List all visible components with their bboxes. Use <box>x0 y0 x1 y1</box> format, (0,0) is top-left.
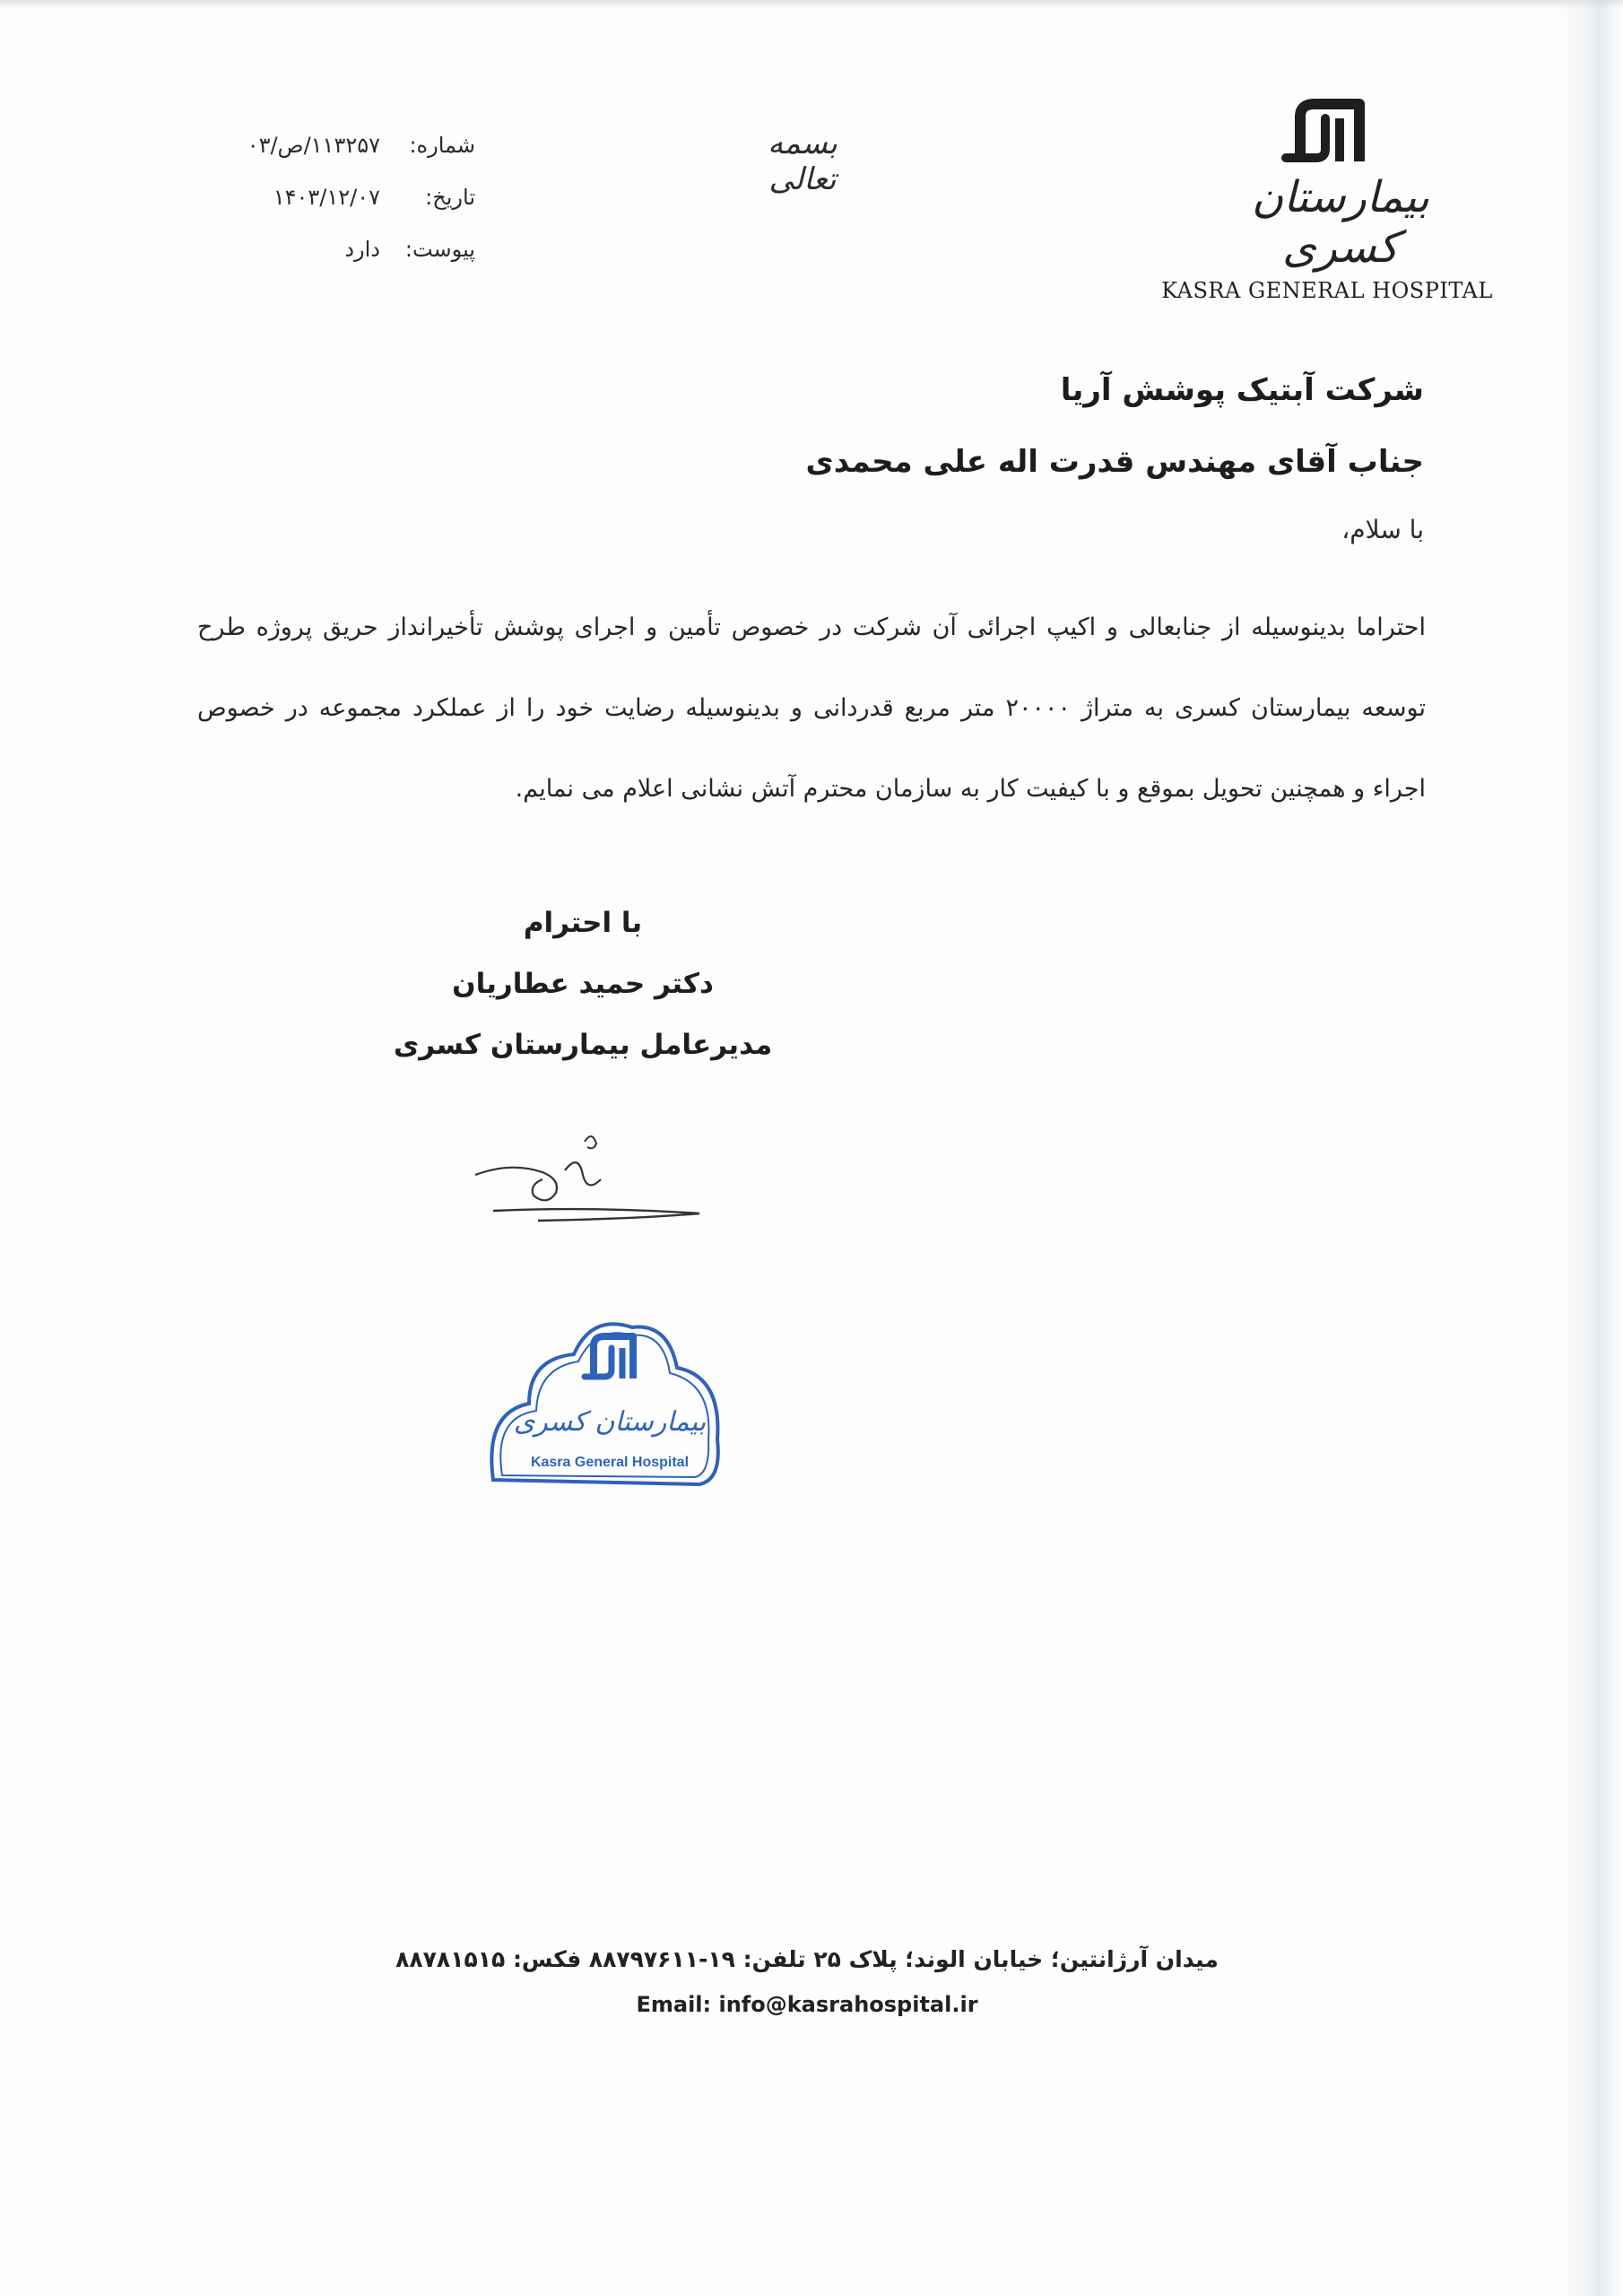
signer-title: مدیرعامل بیمارستان کسری <box>393 1029 773 1061</box>
hospital-stamp <box>475 1305 735 1502</box>
bismillah: بسمه تعالی <box>768 126 838 197</box>
letter-footer <box>341 1937 1273 2027</box>
meta-attachment-value: دارد <box>344 237 380 262</box>
footer-address: میدان آرژانتین؛ خیابان الوند؛ پلاک ۲۵ تلفن: ۱۹-۸۸۷۹۷۶۱۱ فکس: ۸۸۷۸۱۵۱۵ <box>395 1946 1219 1972</box>
letter-meta <box>179 133 475 289</box>
hospital-logo-name-en: KASRA GENERAL HOSPITAL <box>1161 278 1493 303</box>
hospital-logo-name-fa: بیمارستان کسری <box>1252 172 1429 273</box>
meta-date-value: ۱۴۰۳/۱۲/۰۷ <box>273 185 380 210</box>
meta-number-label: شماره: <box>409 133 475 158</box>
hospital-logo-icon <box>1273 99 1381 170</box>
greeting: با سلام، <box>1341 515 1424 544</box>
meta-attachment-label: پیوست: <box>404 237 475 262</box>
meta-number <box>179 133 475 185</box>
recipient-company: شرکت آبتیک پوشش آریا <box>1060 372 1424 408</box>
letter-body: احتراما بدینوسیله از جنابعالی و اکیپ اجرائی آن شرکت در خصوص تأمین و اجرای پوشش تأخیرانداز حریق پروژه طرح توسعه بیمارستان کسری به متراژ ۲۰۰۰۰ متر مربع قدردانی و بدینوسیله رضایت خود را از عملکرد مجموعه در خصوص اجراء و همچنین تحویل بموقع و با کیفیت کار به سازمان محترم آتش نشانی اعلام می نمایم. <box>197 613 1427 803</box>
footer-email: Email: info@kasrahospital.ir <box>636 1992 978 2017</box>
closing-block <box>359 892 807 1075</box>
scan-edge-right <box>1560 0 1623 2296</box>
meta-attachment <box>179 237 475 289</box>
stamp-logo-icon <box>585 1336 633 1378</box>
closing-salutation: با احترام <box>523 907 643 939</box>
hospital-logo <box>1148 99 1506 314</box>
meta-number-value: ۱۱۳۲۵۷/ص/۰۳ <box>247 133 380 158</box>
handwritten-signature <box>457 1126 726 1233</box>
scan-edge-top <box>0 0 1623 9</box>
stamp-name-en: Kasra General Hospital <box>530 1455 690 1470</box>
signer-name: دکتر حمید عطاریان <box>452 968 714 1000</box>
stamp-name-fa: بیمارستان کسری <box>513 1406 707 1438</box>
meta-date-label: تاریخ: <box>425 185 475 210</box>
recipient-person: جناب آقای مهندس قدرت اله علی محمدی <box>805 444 1424 480</box>
meta-date <box>179 185 475 237</box>
